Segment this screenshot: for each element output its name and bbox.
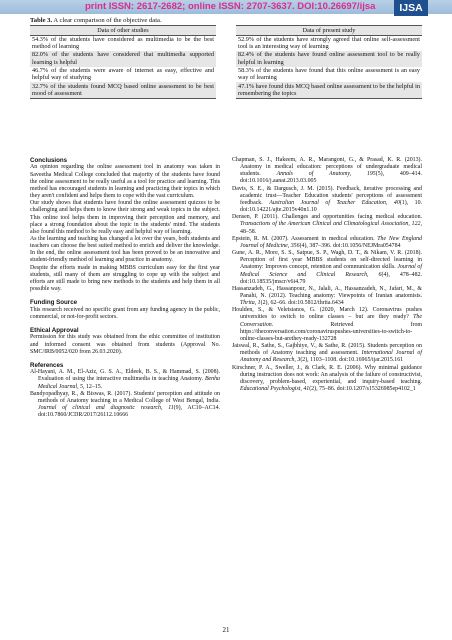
reference-text: Al-Hayani, A. M., El-Aziz, G. S. A., Eldeek, B. S., & Hammad, S. (2008). Evaluation of using the interactive multimedia in teaching Anatomy.: [30, 369, 220, 383]
table-cell: 52.9% of the students have strongly agreed that online self-assessment tool is an interesting way of learning: [238, 35, 420, 51]
reference-item: [30, 369, 220, 390]
reference-tail: (2), 62–66. doi:10.5812/thrita.6434: [260, 300, 344, 307]
funding-heading: Funding Source: [30, 299, 78, 307]
table-caption: [30, 17, 162, 24]
reference-tail: , 12–15.: [83, 383, 103, 390]
table-row: [30, 35, 422, 51]
reference-journal: Transactions of the American Clinical and Climatological Association, 122: [240, 221, 421, 228]
reference-text: Epstein, R. M. (2007). Assessment in medical education.: [232, 235, 378, 242]
reference-tail: (9), AC10–AC14. doi:10.7860/JCDR/2017/26112.10666: [38, 405, 221, 419]
ethical-text: Permission for this study was obtained from the ethic committee of institution and informed consent was obtained from students (Approval No. SMC/IRB/0052/020 from 26.03.2020).: [30, 334, 220, 355]
table-header-other: Data of other studies: [30, 26, 216, 36]
reference-item: [232, 236, 422, 250]
reference-journal: The New England Journal of Medicine, 356: [240, 235, 422, 249]
table-row: [30, 67, 422, 83]
funding-text: This research received no specific grant from any funding agency in the public, commercial, or not-for-profit sectors.: [30, 306, 220, 320]
reference-journal: Thrita, 1: [240, 300, 261, 307]
conclusions-paragraph: As the learning and teaching has changed a lot over the years, both students and teachers can choose the best suited method to enrich and deliver the knowledge. In the end, the online assessment tool has been proved to be an innovative and student-friendly method of learning and practice in anatomy.: [30, 235, 220, 264]
table-gap: [216, 35, 236, 51]
reference-item: [232, 186, 422, 215]
table-gap: [216, 26, 236, 36]
table-cell: 58.3% of the students have found that this online assessment is an easy way of learning: [238, 66, 420, 82]
table-header-present: Data of present study: [236, 26, 422, 36]
table-cell: 47.1% have found this MCQ based online assessment to be the helpful in remembering the topics: [238, 82, 420, 98]
reference-tail: (4), 387–396. doi:10.1056/NEJMra054784: [299, 242, 401, 249]
table-gap: [216, 51, 236, 67]
reference-text: Davis, S. E., & Dargusch, J. M. (2015). Feedback, iterative processing and academic trust—Teacher Education students' perceptions of assessment feedback.: [232, 185, 422, 206]
reference-text: Hassanzadeh, G., Hassanpour, N., Jalali, A., Hassanzadeh, N., Jafari, M., & Panahi, N. (2012). Teaching anatomy: Viewpoints of Iranian anatomists.: [232, 285, 422, 299]
reference-text: Kirschner, P. A., Sweller, J., & Clark, R. E. (2006). Why minimal guidance during instruction does not work: An analysis of the failure of constructivist, discovery, problem-based, experiential, and inquiry-based teaching.: [232, 364, 422, 385]
reference-journal: Australian Journal of Teacher Education, 40: [269, 199, 400, 206]
reference-tail: (5), 409–414. doi:10.1016/j.aanat.2013.03.005: [240, 171, 422, 185]
conclusions-paragraph: An opinion regarding the online assessment tool in anatomy was taken in Saveetha Medical College concluded that majority of the students have found the online assessment to be really useful as a tool for practice and learning. This method has encouraged students in learning and practicing their topics in which they aren't confident and helps them to cope with the vast curriculum.: [30, 164, 220, 200]
journal-logo: IJSA: [394, 0, 428, 16]
table-cell: 82.4% of the students have found online assessment tool to be really helpful in learning: [238, 51, 420, 66]
table-cell: 82.0% of the students have considered that multimedia supported learning is helpful: [32, 51, 214, 66]
reference-item: [232, 343, 422, 364]
references-heading: References: [30, 361, 64, 369]
conclusions-paragraph: Our study shows that students have found the online assessment quizzes to be challenging and helps them to know their strong and weak topics in the subject. This online tool helps them in improving their perception and memory, and place a strong foundation about the topic in the students' mind. The students also found this method to be really easy and helpful way of learning.: [30, 200, 220, 235]
table-gap: [216, 67, 236, 83]
ethical-heading: Ethical Approval: [30, 326, 79, 334]
table-gap: [216, 82, 236, 98]
table-cell: 32.7% of the students found MCQ based online assessment to be best mood of assessment: [32, 82, 214, 98]
table-caption-text: A clear comparison of the objective data.: [52, 17, 162, 24]
reference-tail: (1), 10. doi:10.14221/ajte.2015v40n1.10: [240, 199, 423, 214]
reference-tail: (2), 1103–1108. doi:10.16965/ijar.2015.161: [300, 357, 404, 364]
reference-journal: Journal of clinical and diagnostic research, 11: [38, 405, 174, 411]
reference-text: Gune, A. R., More, S. S., Satpue, S. P., Wagh, D. T., & Nikam, V. R. (2018). Perception of first year MBBS students on self-directed learning in Anatomy: Improves concept, retention and communication skills.: [232, 250, 422, 271]
reference-journal: Benha Medical Journal, 5: [38, 376, 220, 390]
reference-text: Chapman, S. J., Hakeem, A. R., Marangoni, G., & Prasad, K. R. (2013). Anatomy in medical education: perceptions of undergraduate medical students.: [232, 157, 422, 178]
table-row: [30, 82, 422, 98]
reference-journal: International Journal of Anatomy and Research, 3: [240, 350, 422, 364]
reference-item: [232, 214, 422, 235]
table-caption-label: Table 3.: [30, 17, 53, 24]
reference-item: [232, 250, 422, 286]
reference-text: Jaiswal, R., Sathe, S., Gajbhiye, V., & Sathe, R. (2015). Students perception on methods of Anatomy teaching and assessment.: [232, 343, 422, 357]
reference-tail: , 48–58.: [240, 221, 422, 235]
reference-journal: Journal of Medical Science and Clinical Research, 6: [240, 264, 422, 278]
table-cell: 46.7% of the students were aware of internet as easy, effective and helpful way of studying: [32, 66, 214, 82]
right-column: [232, 157, 422, 393]
reference-item: [232, 307, 422, 343]
table-row: [30, 51, 422, 67]
reference-text: Bandyopadhyay, R., & Biswas, R. (2017). Students' perception and attitude on methods of Anatomy teaching in a Medical College of West Bengal, India.: [30, 390, 220, 404]
reference-tail: (2), 75–86. doi:10.1207/s15326985ep4102_1: [309, 386, 416, 392]
reference-journal: The Conversation: [240, 314, 422, 328]
conclusions-paragraph: Despite the efforts made in making MBBS curriculum easy for the first year students, still many of them are struggling to cope up with the subject and efforts are still made to bring new methods to the students and help them in all possible way.: [30, 264, 220, 293]
reference-journal: Annals of Anatomy, 195: [276, 171, 376, 178]
reference-tail: . Retrieved from https://theconversation.com/coronaviruspushes-universities-to-switch-to-online-classes-but-arethey-ready-132728: [240, 321, 422, 342]
reference-journal: Educational Psychologist, 41: [240, 386, 310, 392]
reference-text: Houlden, S., & Veletsianos, G. (2020, March 12). Coronavirus pushes universities to switch to online classes – but are they ready?: [232, 307, 422, 321]
reference-item: [30, 391, 220, 420]
comparison-table: [30, 25, 422, 99]
reference-tail: (4), 478–482. doi:10.18535/jmscr/v6i4.79: [240, 271, 422, 285]
conclusions-heading: Conclusions: [30, 157, 68, 164]
reference-item: [232, 365, 422, 394]
reference-item: [232, 286, 422, 307]
reference-text: Densen, P. (2011). Challenges and opportunities facing medical education.: [232, 214, 422, 221]
table-header-row: [30, 26, 422, 36]
journal-issn-header: print ISSN: 2617-2682; online ISSN: 2707-3637. DOI:10.26697/ijsa: [85, 1, 376, 12]
table-cell: 54.3% of the students have considered as multimedia to be the best method of learning: [32, 35, 214, 51]
reference-item: [232, 157, 422, 186]
left-column: [30, 157, 220, 419]
page-number: 21: [222, 626, 230, 634]
